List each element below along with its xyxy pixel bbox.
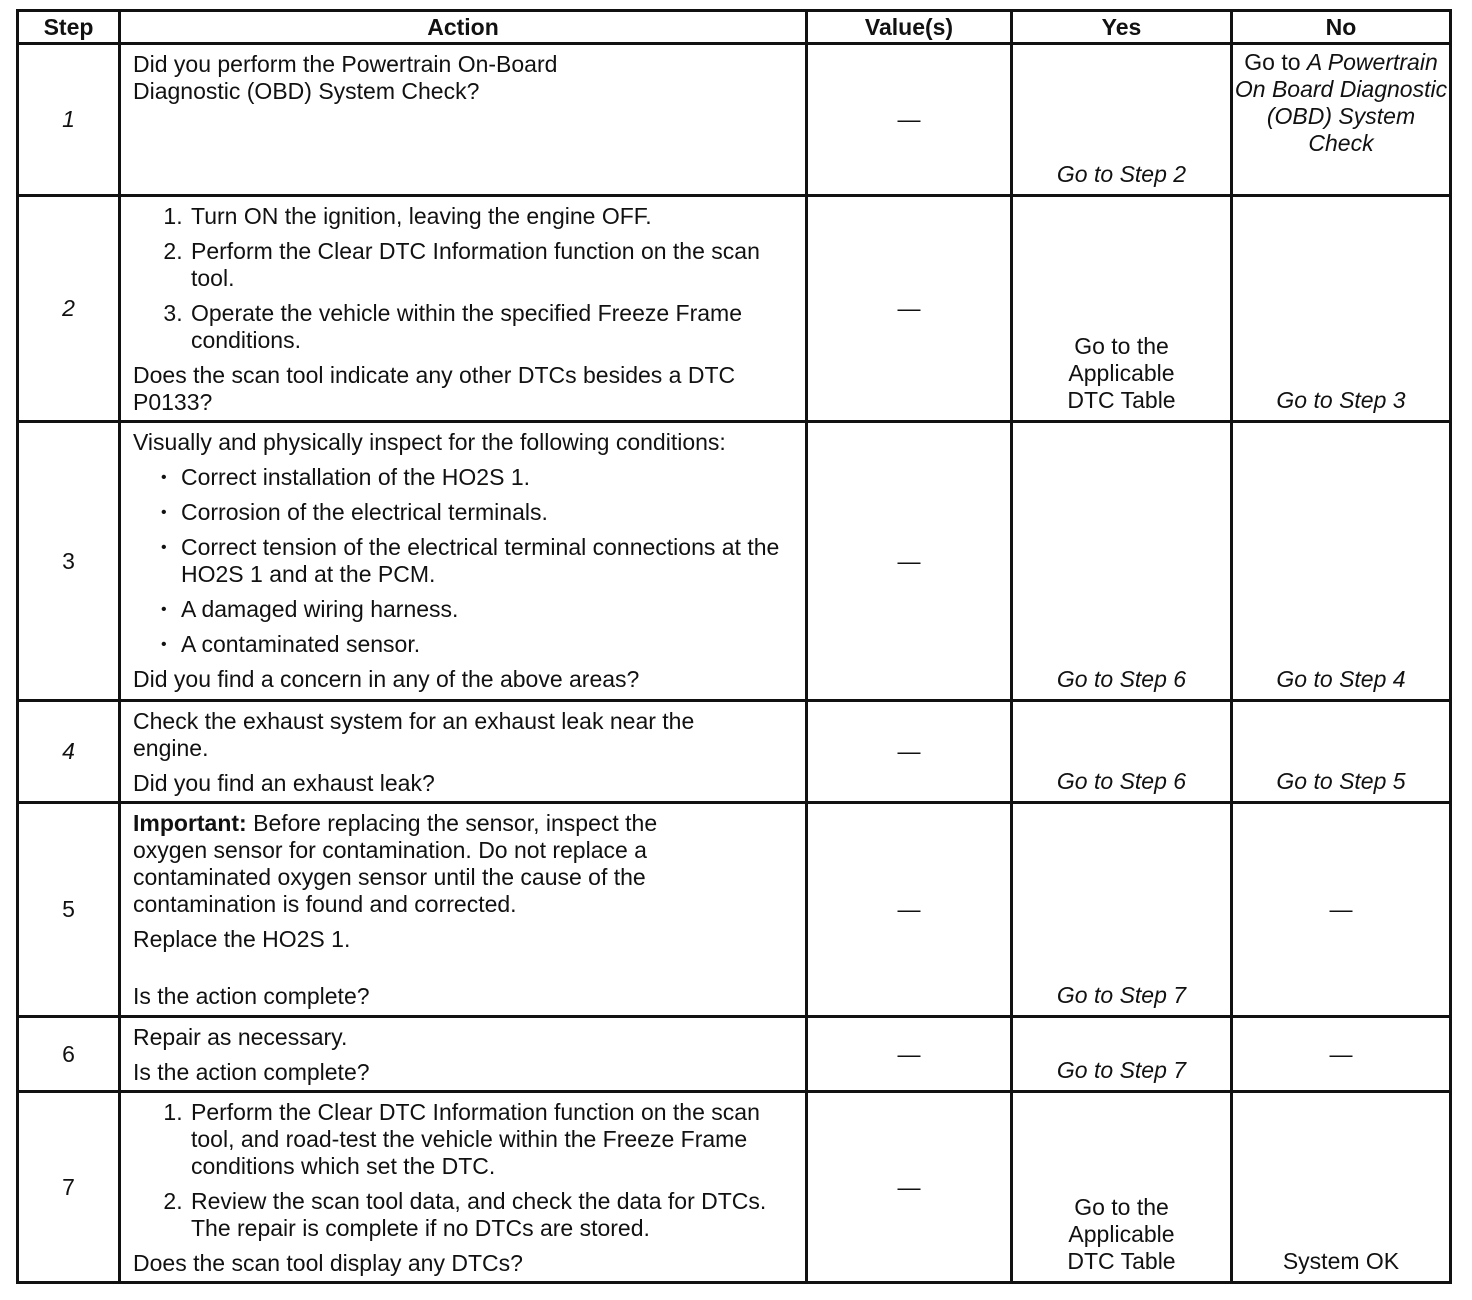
action-question: Does the scan tool indicate any other DTCs besides a DTC P0133? <box>133 362 736 415</box>
action-cell <box>120 1092 807 1283</box>
diagnostic-table-container <box>16 9 1452 1284</box>
list-item: 2. Perform the Clear DTC Information function on the scan tool. <box>189 238 789 292</box>
header-yes: Yes <box>1012 11 1232 44</box>
list-item: 2. Review the scan tool data, and check the data for DTCs. The repair is complete if no DTCs are stored. <box>189 1188 795 1242</box>
action-cell <box>120 1017 807 1092</box>
step-number: 2 <box>18 196 120 422</box>
table-row-step-2 <box>18 196 1451 422</box>
action-text: Did you perform the Powertrain On-Board Diagnostic (OBD) System Check? <box>133 51 558 104</box>
no-cell: — <box>1232 1017 1451 1092</box>
value-cell: — <box>807 701 1012 803</box>
important-note <box>133 810 733 918</box>
step-number: 6 <box>18 1017 120 1092</box>
list-item: 3. Operate the vehicle within the specified Freeze Frame conditions. <box>189 300 789 354</box>
no-cell: System OK <box>1232 1092 1451 1283</box>
step-number: 4 <box>18 701 120 803</box>
action-text: Replace the HO2S 1. <box>133 926 351 952</box>
action-steps-list <box>133 203 789 354</box>
action-cell <box>120 44 807 196</box>
action-cell <box>120 196 807 422</box>
action-cell <box>120 803 807 1017</box>
table-row-step-3 <box>18 422 1451 701</box>
list-item: • Corrosion of the electrical terminals. <box>181 499 781 526</box>
action-question: Did you find an exhaust leak? <box>133 770 435 796</box>
no-cell <box>1232 44 1451 196</box>
value-cell: — <box>807 1092 1012 1283</box>
important-text: Before replacing the sensor, inspect the oxygen sensor for contamination. Do not replace a contaminated oxygen sensor until the cause of the contamination is found and corrected. <box>133 810 658 917</box>
header-step: Step <box>18 11 120 44</box>
value-cell: — <box>807 1017 1012 1092</box>
no-reference: A Powertrain On Board Diagnostic (OBD) System Check <box>1234 49 1448 156</box>
header-row <box>18 11 1451 44</box>
step-number: 5 <box>18 803 120 1017</box>
action-cell <box>120 422 807 701</box>
action-steps-list <box>133 1099 795 1242</box>
list-item: 1. Turn ON the ignition, leaving the engine OFF. <box>189 203 789 230</box>
table-row-step-7 <box>18 1092 1451 1283</box>
no-cell: Go to Step 5 <box>1232 701 1451 803</box>
yes-cell: Go to Step 7 <box>1012 1017 1232 1092</box>
table-row-step-5 <box>18 803 1451 1017</box>
table-row-step-6 <box>18 1017 1451 1092</box>
value-cell: — <box>807 196 1012 422</box>
diagnostic-table <box>16 9 1452 1284</box>
header-no: No <box>1232 11 1451 44</box>
value-cell: — <box>807 44 1012 196</box>
list-item: • A contaminated sensor. <box>181 631 781 658</box>
action-question: Is the action complete? <box>133 1059 370 1085</box>
action-question: Is the action complete? <box>133 983 370 1009</box>
conditions-list <box>133 464 781 658</box>
value-cell: — <box>807 803 1012 1017</box>
yes-cell: Go to Step 6 <box>1012 701 1232 803</box>
action-text: Repair as necessary. <box>133 1024 348 1050</box>
action-question: Did you find a concern in any of the above areas? <box>133 666 640 692</box>
step-number: 1 <box>18 44 120 196</box>
yes-cell: Go to Step 2 <box>1012 44 1232 196</box>
list-item: 1. Perform the Clear DTC Information function on the scan tool, and road-test the vehicle within the Freeze Frame conditions which set the DTC. <box>189 1099 795 1180</box>
value-cell: — <box>807 422 1012 701</box>
list-item: • Correct tension of the electrical terminal connections at the HO2S 1 and at the PCM. <box>181 534 781 588</box>
action-question: Does the scan tool display any DTCs? <box>133 1250 523 1276</box>
yes-cell: Go to the Applicable DTC Table <box>1012 196 1232 422</box>
table-row-step-4 <box>18 701 1451 803</box>
yes-cell: Go to Step 7 <box>1012 803 1232 1017</box>
step-number: 3 <box>18 422 120 701</box>
no-cell: — <box>1232 803 1451 1017</box>
header-values: Value(s) <box>807 11 1012 44</box>
list-item: • Correct installation of the HO2S 1. <box>181 464 781 491</box>
table-row-step-1 <box>18 44 1451 196</box>
no-prefix: Go to <box>1244 49 1307 75</box>
no-cell: Go to Step 3 <box>1232 196 1451 422</box>
yes-cell: Go to Step 6 <box>1012 422 1232 701</box>
list-item: • A damaged wiring harness. <box>181 596 781 623</box>
yes-cell: Go to the Applicable DTC Table <box>1012 1092 1232 1283</box>
header-action: Action <box>120 11 807 44</box>
action-cell <box>120 701 807 803</box>
step-number: 7 <box>18 1092 120 1283</box>
important-label: Important: <box>133 810 247 836</box>
action-text: Check the exhaust system for an exhaust leak near the engine. <box>133 708 695 761</box>
no-cell: Go to Step 4 <box>1232 422 1451 701</box>
action-intro: Visually and physically inspect for the following conditions: <box>133 429 726 455</box>
